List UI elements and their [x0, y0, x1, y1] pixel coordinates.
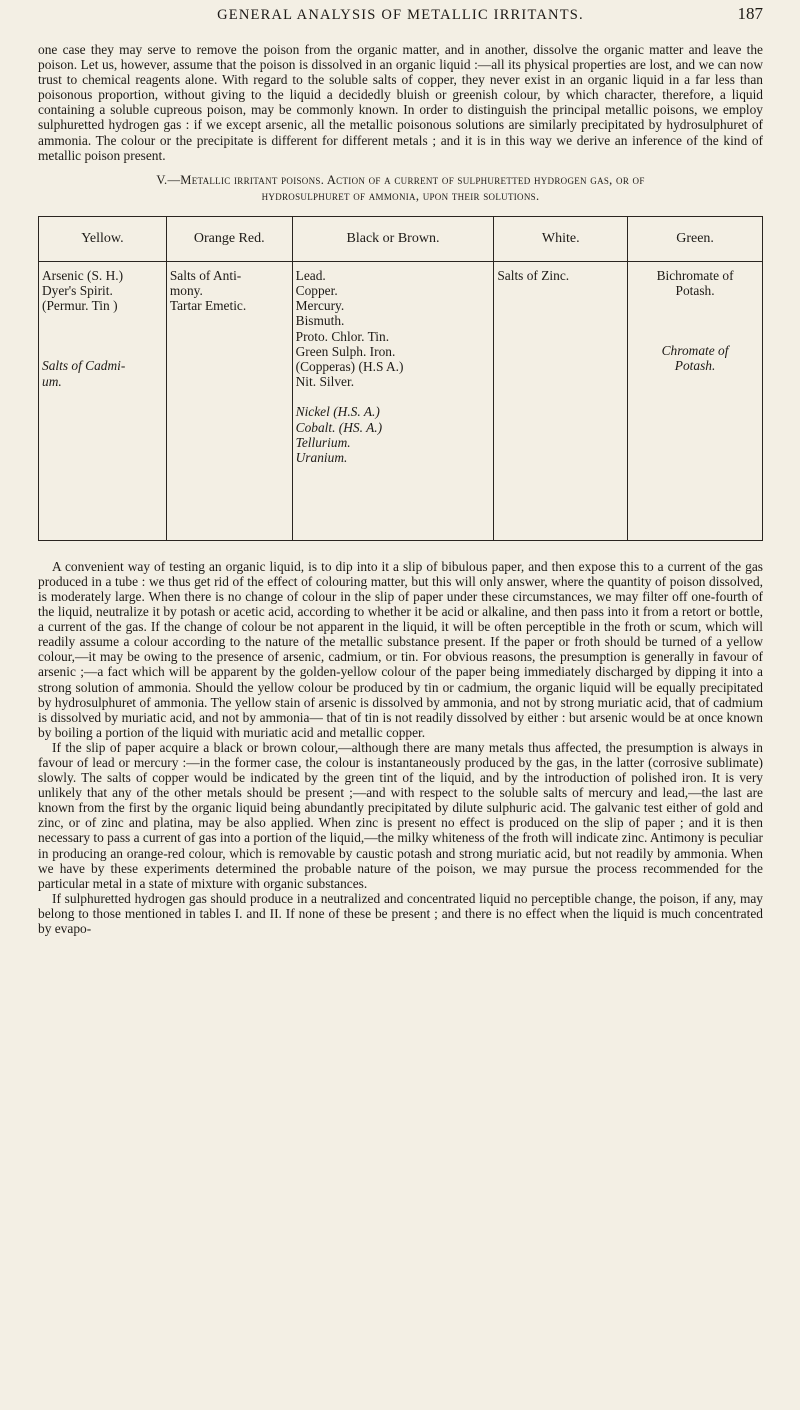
cell-line: um. — [42, 373, 62, 389]
column-header-yellow: Yellow. — [39, 216, 167, 261]
column-header-green: Green. — [628, 216, 763, 261]
cell-line: Nickel (H.S. A.) — [295, 404, 380, 420]
cell-line: Proto. Chlor. Tin. — [295, 328, 390, 344]
cell-line: (Permur. Tin ) — [42, 298, 118, 314]
column-header-orange-red: Orange Red. — [166, 216, 292, 261]
cell-line: Salts of Zinc. — [497, 267, 570, 283]
running-head — [38, 0, 763, 40]
section-title-line2: hydrosulphuret of ammonia, upon their solutions. — [261, 188, 540, 203]
cell-line: Arsenic (S. H.) — [42, 267, 124, 283]
cell-line: Potash. — [674, 358, 716, 374]
cell-white — [494, 261, 628, 540]
section-number: V.— — [156, 172, 181, 187]
cell-line: Bichromate of — [656, 267, 734, 283]
table-header-row — [39, 216, 763, 261]
intro-paragraph: one case they may serve to remove the poison from the organic matter, and in another, dissolve the organic matter and leave the poison. Let us, however, assume that the poison is dissolved in an organic liquid :—all its physical properties are lost, and we can now trust to chemical reagents alone. With regard to the soluble salts of copper, they never exist in an organic liquid in a far less than poisonous proportion, without giving to the liquid a decidedly bluish or greenish colour, by which character, therefore, a liquid containing a soluble cupreous poison, may be commonly known. In order to distinguish the principal metallic poisons, we employ sulphuretted hydrogen gas : if we except arsenic, all the metallic poisonous solutions are similarly precipitated by hydrosulphuret of ammonia. The colour or the precipitate is different for different metals ; and it is in this way we derive an inference of the kind of metallic poison present. — [38, 42, 763, 163]
section-title-line1: Metallic irritant poisons. Action of a current of sulphuretted hydrogen gas, or of — [180, 172, 645, 187]
cell-line: Salts of Anti- — [169, 267, 242, 283]
cell-yellow — [39, 261, 167, 540]
cell-line: Salts of Cadmi- — [42, 358, 126, 374]
page-number: 187 — [737, 4, 763, 23]
cell-line: Cobalt. (HS. A.) — [295, 419, 383, 435]
cell-black-or-brown — [292, 261, 494, 540]
cell-line: Copper. — [295, 282, 338, 298]
paragraph-testing-method: A convenient way of testing an organic liquid, is to dip into it a slip of bibulous paper, and then expose this to a current of the gas produced in a tube : we thus get rid of the effect of colouring matter, but this will only answer, where the quantity of poison dissolved, is moderately large. When there is no change of colour in the slip of paper under these circumstances, we may filter off one-fourth of the liquid, neutralize it by potash or acetic acid, according to whether it be acid or alkaline, and then pass into it from a retort or bottle, a current of the gas. If the change of colour be not apparent in the liquid, it will be often perceptible in the froth or scum, which will readily assume a colour according to the nature of the metallic substance present. If the paper or froth should be turned of a yellow colour,—it may be owing to the presence of arsenic, cadmium, or tin. For obvious reasons, the presumption is generally in favour of arsenic ;—a fact which will be apparent by the golden-yellow colour of the paper being immediately discharged by dipping it into a strong solution of ammonia. Should the yellow colour be produced by tin or cadmium, the organic liquid will be equally precipitated by hydrosulphuret of ammonia. The yellow stain of arsenic is dissolved by ammonia, and not by strong muriatic acid, that of cadmium is dissolved by muriatic acid, and not by ammonia— that of tin is not readily dissolved by either : but arsenic would be at once known by boiling a portion of the liquid with muriatic acid and metallic copper. — [38, 558, 763, 740]
column-header-black-or-brown: Black or Brown. — [292, 216, 494, 261]
cell-line: Bismuth. — [295, 313, 345, 329]
column-header-white: White. — [494, 216, 628, 261]
cell-line: mony. — [169, 282, 203, 298]
cell-line: Green Sulph. Iron. — [295, 343, 396, 359]
book-page — [38, 0, 763, 936]
cell-line: Tartar Emetic. — [169, 298, 247, 314]
paragraph-no-change: If sulphuretted hydrogen gas should produce in a neutralized and concentrated liquid no perceptible change, the poison, if any, may belong to those mentioned in tables I. and II. If none of these be present ; and there is no effect when the liquid is much concentrated by evapo- — [38, 890, 763, 936]
cell-line: Lead. — [295, 267, 326, 283]
precipitate-colour-table — [38, 216, 763, 541]
paragraph-black-brown: If the slip of paper acquire a black or brown colour,—although there are many metals thus affected, the presumption is always in favour of lead or mercury :—in the former case, the colour is instantaneously produced by the gas, in the latter (corrosive sublimate) slowly. The salts of copper would be indicated by the green tint of the liquid, and by the introduction of polished iron. It is very unlikely that any of the other metals should be present ;—and with respect to the soluble salts of mercury and lead,—the last are known from the first by the organic liquid being abundantly precipitated by dilute sulphuric acid. The galvanic test either of gold and zinc, or of zinc and platina, may be also applied. When zinc is present no effect is produced on the slip of paper ; and it is then necessary to pass a current of gas into a portion of the liquid,—the milky whiteness of the froth will indicate zinc. Antimony is peculiar in producing an orange-red colour, which is removable by caustic potash and strong muriatic acid, but not readily by ammonia. When we have by these experiments determined the probable nature of the poison, we may pursue the process recommended for the particular metal in a state of mixture with organic substances. — [38, 739, 763, 891]
cell-line: Tellurium. — [295, 434, 351, 450]
cell-line: Mercury. — [295, 298, 345, 314]
running-title: GENERAL ANALYSIS OF METALLIC IRRITANTS. — [217, 7, 584, 23]
cell-line: Chromate of — [661, 343, 729, 359]
section-heading — [38, 172, 763, 204]
cell-green — [628, 261, 763, 540]
cell-line: Potash. — [675, 282, 715, 298]
cell-line: (Copperas) (H.S A.) — [295, 358, 404, 374]
table-body-row — [39, 261, 763, 540]
cell-line: Nit. Silver. — [295, 374, 355, 390]
cell-line: Dyer's Spirit. — [42, 282, 113, 298]
body-text — [38, 559, 763, 936]
cell-line: Uranium. — [295, 449, 348, 465]
cell-orange-red — [166, 261, 292, 540]
